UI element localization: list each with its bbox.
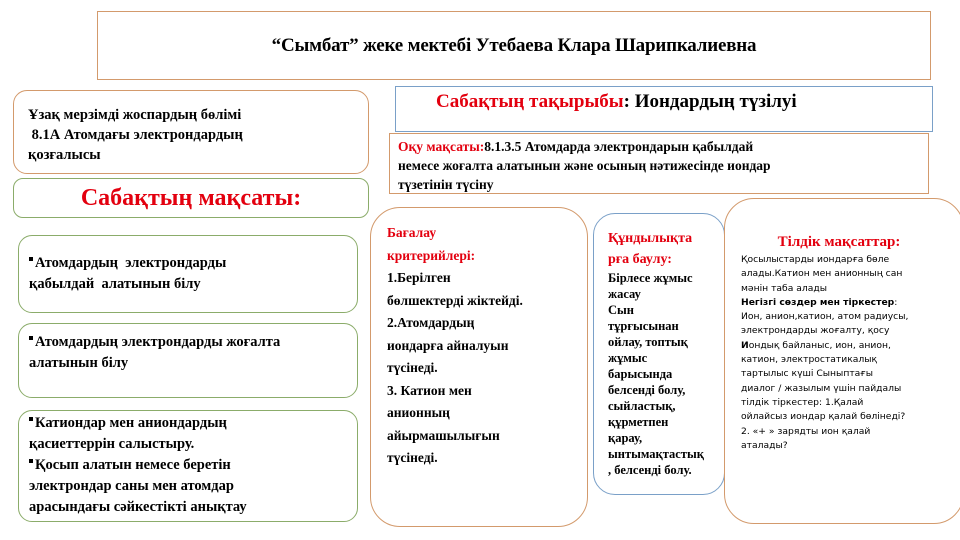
criteria-line: 1.Берілген	[387, 270, 451, 285]
header-title-box	[97, 11, 931, 80]
values-line: белсенді болу,	[608, 383, 686, 397]
lang-text: ондық байланыс, ион, анион,	[748, 339, 891, 351]
values-line: жасау	[608, 287, 641, 301]
goal-box-3	[18, 410, 358, 522]
values-box	[593, 213, 725, 495]
lang-text: И	[741, 339, 749, 351]
values-line: қарау,	[608, 431, 643, 445]
language-goals-title: Тілдік мақсаттар:	[777, 234, 901, 250]
lang-line: тартылыс күші Сыныптағы	[741, 368, 873, 380]
topic-value: : Иондардың түзілуі	[623, 91, 797, 112]
learning-objective-box	[389, 133, 929, 194]
criteria-line: бөлшектерді жіктейді.	[387, 292, 523, 308]
criteria-line: түсінеді.	[387, 360, 438, 375]
lesson-topic-box	[395, 86, 933, 132]
values-line: сыйластық,	[608, 399, 676, 413]
lang-line: ойлайсыз иондар қалай бөлінеді?	[741, 411, 906, 423]
values-line: ойлау, топтық	[608, 335, 688, 349]
objective-text: 8.1.3.5 Атомдарда электрондарын қабылдай	[484, 139, 754, 154]
goal-text: Катиондар мен аниондардың	[35, 415, 227, 431]
criteria-line: иондарға айналуын	[387, 337, 509, 353]
bullet-icon	[29, 459, 33, 463]
values-line: Бірлесе жұмыс	[608, 271, 693, 285]
bullet-icon	[29, 417, 33, 421]
objective-text: немесе жоғалта алатынын және осының нәтижесінде иондар	[398, 158, 771, 173]
lesson-goals-title-box	[13, 178, 369, 218]
values-line: Сын	[608, 303, 634, 317]
goal-text: қабылдай алатынын білу	[29, 276, 201, 292]
criteria-line: түсінеді.	[387, 450, 438, 465]
assessment-criteria-box	[370, 207, 588, 527]
lang-line: Қосылыстарды иондарға бөле	[741, 254, 890, 265]
goal-text: Атомдардың электрондарды	[35, 255, 227, 271]
lang-line: 2. «+ » зарядты ион қалай	[741, 425, 871, 437]
lang-line: алады.Катион мен анионның сан	[741, 268, 903, 280]
bullet-icon	[29, 257, 33, 261]
goal-text: арасындағы сәйкестікті анықтау	[29, 499, 247, 515]
header-title: “Сымбат” жеке мектебі Утебаева Клара Шарипкалиевна	[271, 34, 757, 56]
lang-text: :	[894, 296, 898, 308]
lang-line: аталады?	[741, 439, 788, 451]
long-term-line: Ұзақ мерзімді жоспардың бөлімі	[28, 107, 242, 123]
lang-line: мәнін таба алады	[741, 282, 828, 294]
criteria-title: Бағалау	[387, 225, 437, 240]
values-line: барысында	[608, 367, 673, 381]
goal-text: Қосып алатын немесе беретін	[35, 457, 231, 473]
objective-text: түзетінін түсіну	[398, 177, 494, 192]
goal-text: Атомдардың электрондарды жоғалта	[35, 334, 281, 350]
long-term-line: қозғалысы	[28, 147, 101, 163]
criteria-line: айырмашылығын	[387, 427, 500, 443]
long-term-line: 8.1А Атомдағы электрондардың	[28, 127, 243, 143]
goal-text: электрондар саны мен атомдар	[29, 478, 234, 494]
keywords-label: Негізгі сөздер мен тіркестер	[741, 296, 895, 308]
criteria-title: критерийлері:	[387, 247, 476, 263]
topic-label: Сабақтың тақырыбы	[436, 91, 624, 112]
values-title: рға баулу:	[608, 252, 672, 267]
lesson-goals-title: Сабақтың мақсаты:	[80, 184, 302, 211]
bullet-icon	[29, 336, 33, 340]
goal-text: қасиеттеррін салыстыру.	[29, 436, 195, 452]
values-line: құрметпен	[608, 415, 669, 429]
lang-text: тілдік тіркестер	[741, 396, 819, 408]
values-line: , белсенді болу.	[608, 463, 692, 477]
criteria-line: анионның	[387, 405, 450, 420]
goal-box-1	[18, 235, 358, 313]
criteria-line: 3. Катион мен	[387, 382, 472, 398]
lang-line: Ион, анион,катион, атом радиусы,	[741, 311, 909, 323]
values-line: жұмыс	[608, 351, 648, 365]
long-term-plan-box	[13, 90, 369, 174]
lang-line: катион, электростатикалық	[741, 354, 878, 366]
values-title: Құндылықта	[608, 231, 693, 246]
criteria-line: 2.Атомдардың	[387, 315, 475, 330]
goal-box-2	[18, 323, 358, 398]
goal-text: алатынын білу	[29, 355, 129, 371]
lang-text: : 1.Қалай	[818, 396, 864, 408]
language-goals-box	[724, 198, 960, 524]
lang-line: электрондарды жоғалту, қосу	[741, 325, 890, 337]
values-line: тұрғысынан	[608, 319, 679, 333]
lang-line: диалог / жазылым үшін пайдалы	[741, 382, 902, 394]
objective-label: Оқу мақсаты:	[398, 139, 485, 154]
values-line: ынтымақтастық	[608, 447, 704, 461]
